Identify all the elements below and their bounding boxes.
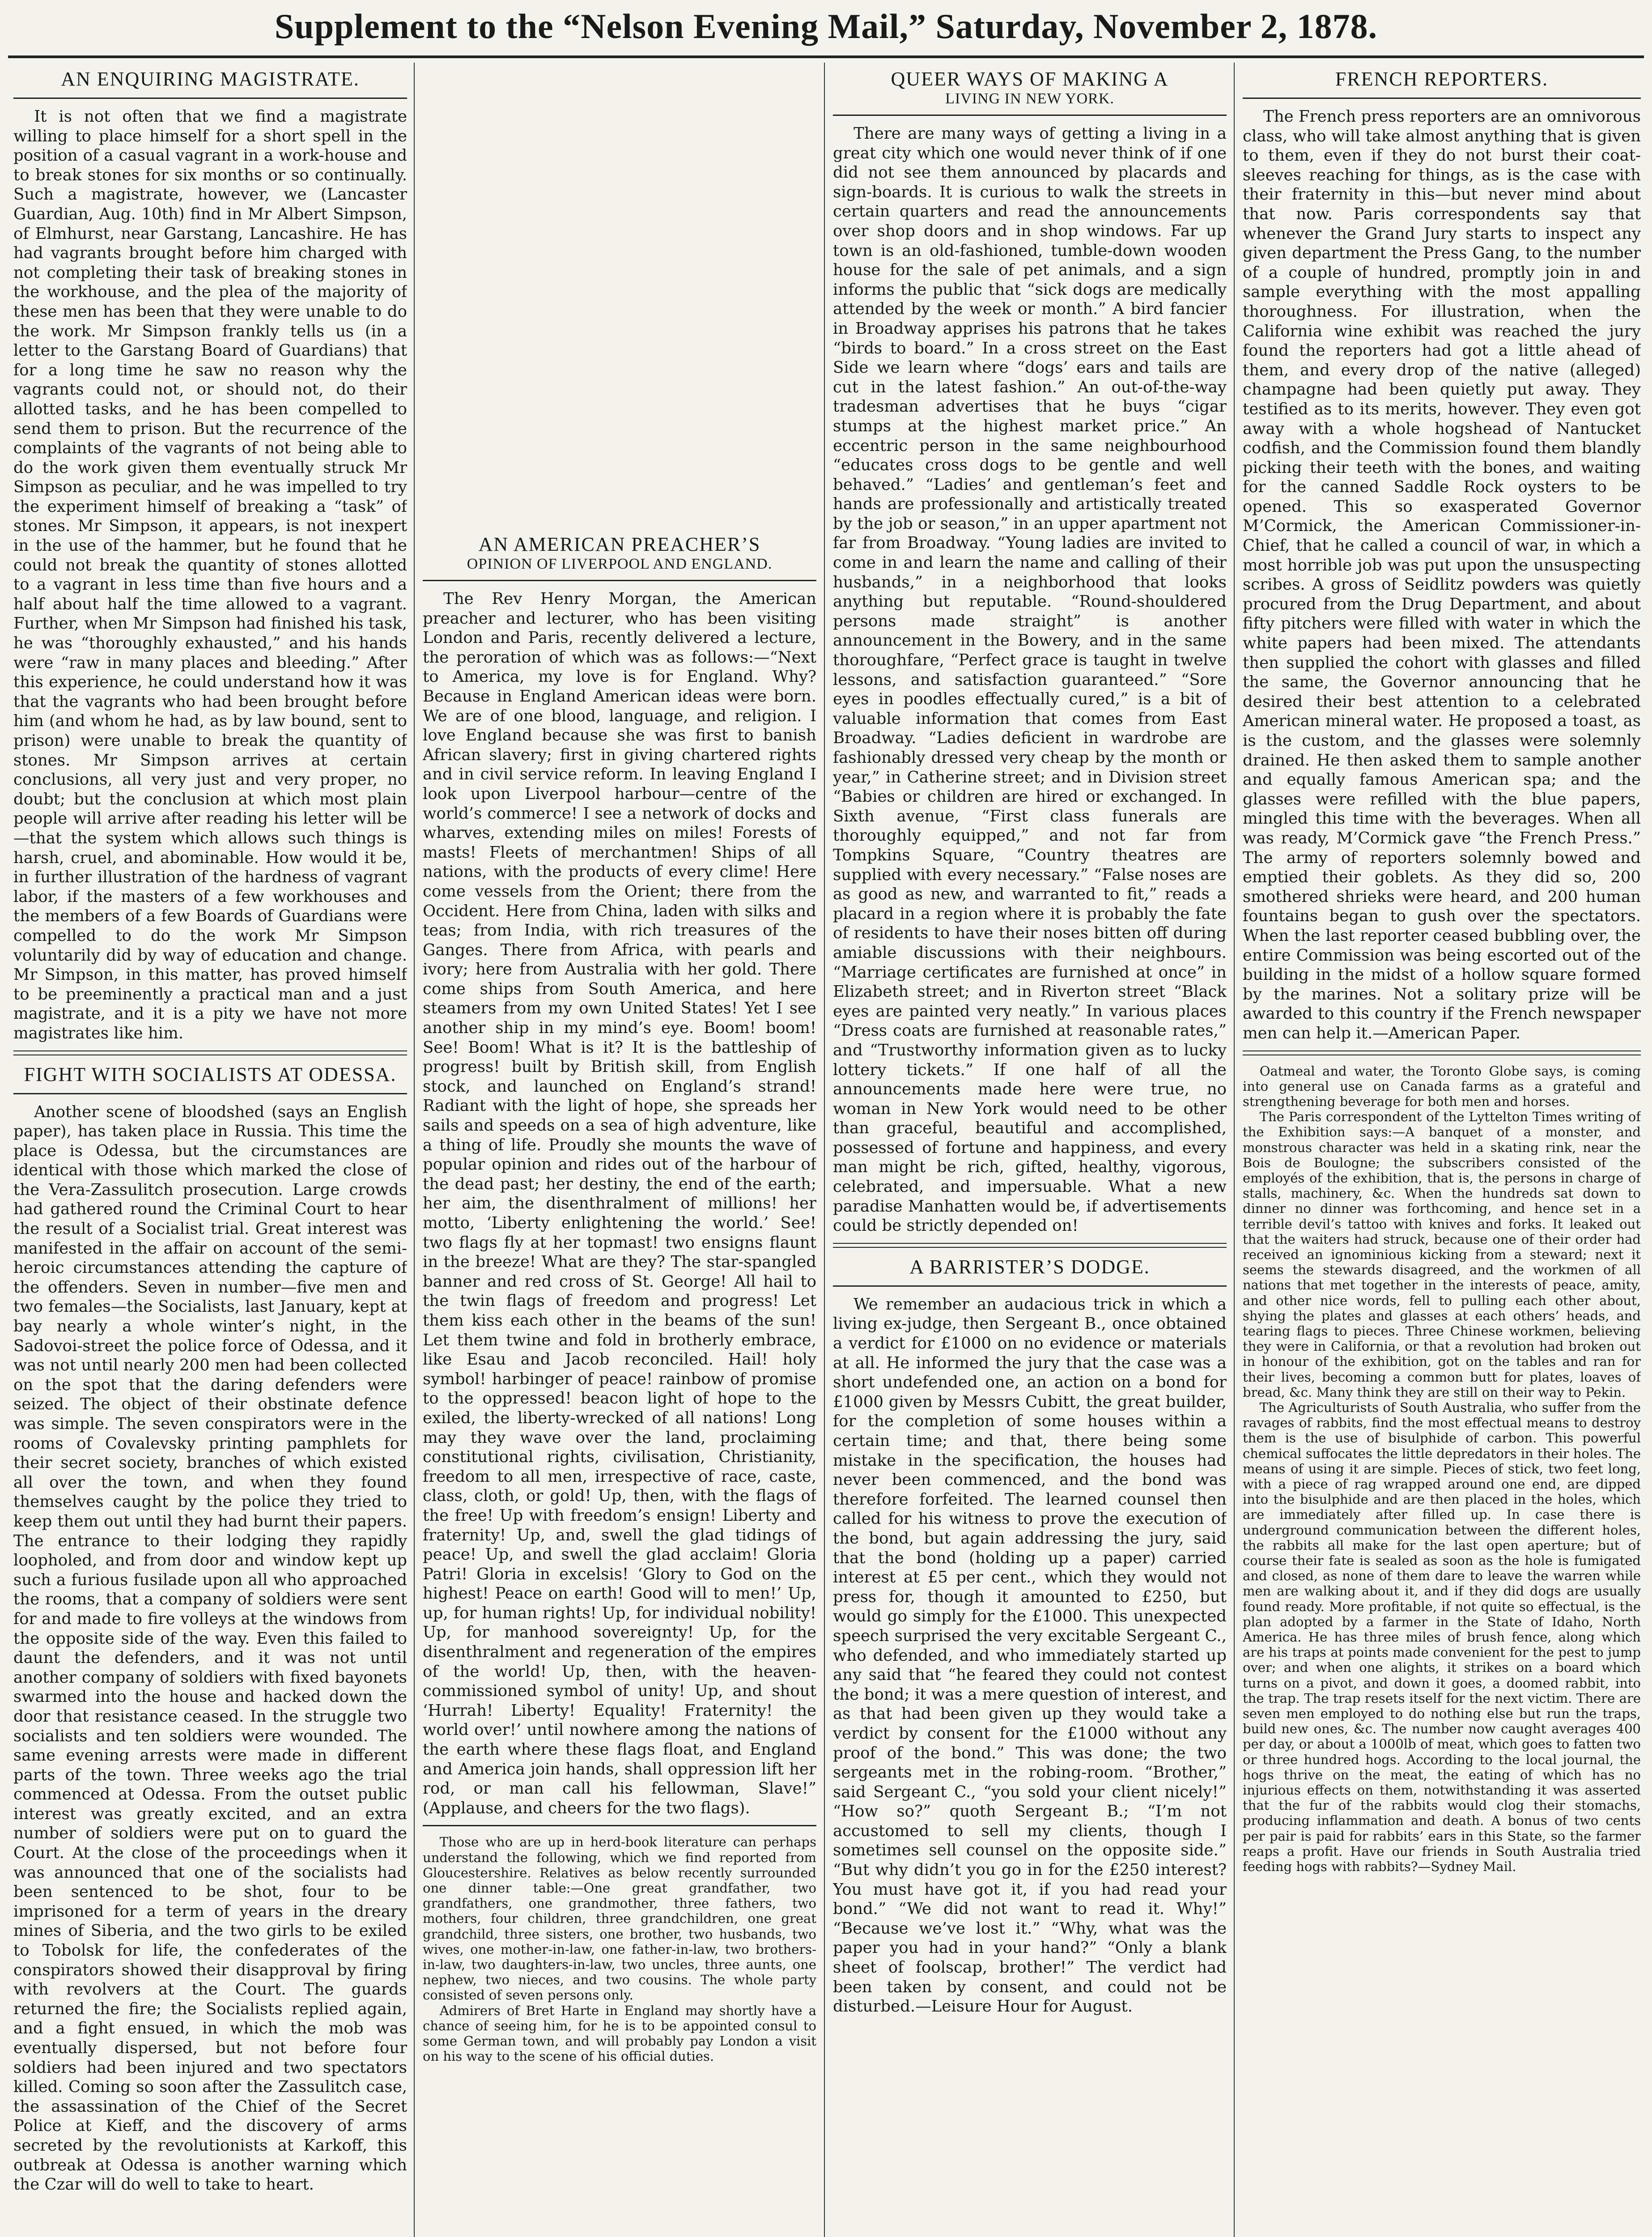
article-paragraph: The Paris correspondent of the Lyttelton Times writing of the Exhibition says:—A banquet of a monster, and monstrous character was held in a skating rink, near the Bois de Boulogne; the subscribers consisted of the employés of the exhibition, that is, the persons in charge of stalls, machinery, &c. When the hundreds sat down to dinner no dinner was forthcoming, and hence set in a terrible devil’s tattoo with knives and forks. It leaked out that the waiters had struck, because one of their order had received an ignominious kicking from a steward; next it seems the stewards disagreed, and the workmen of all nations that met together in the interests of peace, amity, and other nice words, fell to pulling each other about, shying the plates and glasses at each others’ heads, and tearing flags to pieces. Three Chinese workmen, believing they were in California, or that a revolution had broken out in honour of the exhibition, got on the tables and ran for their lives, becoming a common butt for plates, loaves of bread, &c. Many think they are still on their way to Pekin. xyxy=(1243,1109,1641,1400)
divider xyxy=(13,1093,407,1094)
column-2 xyxy=(423,63,816,2237)
divider xyxy=(833,1243,1227,1248)
article-title xyxy=(423,533,816,573)
article-title: A BARRISTER’S DODGE. xyxy=(909,1255,1150,1278)
article-title: AN ENQUIRING MAGISTRATE. xyxy=(61,68,360,90)
column-4 xyxy=(1243,63,1641,2237)
column-rule xyxy=(1234,63,1235,2237)
short-notes xyxy=(423,1834,816,2064)
article-paragraph: We remember an audacious trick in which a living ex-judge, then Sergeant B., once obtained a verdict for £1000 on no evidence or materials at all. He informed the jury that the case was a short undefended one, an action on a bond for £1000 given by Messrs Cubitt, the great builder, for the completion of some houses within a certain time; and that, there being some mistake in the specification, the houses had never been commenced, and the bond was therefore forfeited. The learned counsel then called for his witness to prove the execution of the bond, but again addressing the jury, said that the bond (holding up a paper) carried interest at £5 per cent., which they would not press for, though it amounted to £250, but would go simply for the £1000. This unexpected speech surprised the very excitable Sergeant C., who defended, and who immediately started up any said that “he feared they could not contest the bond; it was a mere question of interest, and as that had been given up they would take a verdict by consent for the £1000 without any proof of the bond.” This was done; the two sergeants met in the robing-room. “Brother,” said Sergeant C., “you sold your client nicely!” “How so?” quoth Sergeant B.; “I’m not accustomed to sell my clients, though I sometimes sell counsel on the opposite side.” “But why didn’t you go in for the £250 interest? You must have got it, if you had read your bond.” “We did not want to read it. Why!” “Because we’ve lost it.” “Why, what was the paper you had in your hand?” “Only a blank sheet of foolscap, brother!” The verdict had been taken by consent, and could not be disturbed.—Leisure Hour for August. xyxy=(833,1295,1227,2016)
masthead-rule xyxy=(8,55,1644,58)
article-paragraph: Oatmeal and water, the Toronto Globe says, is coming into general use on Canada farms as a grateful and strengthening beverage for both men and horses. xyxy=(1243,1063,1641,1109)
article-title: FIGHT WITH SOCIALISTS AT ODESSA. xyxy=(24,1063,397,1085)
article-paragraph: Admirers of Bret Harte in England may shortly have a chance of seeing him, for he is to be appointed consul to some German town, and will probably pay London a visit on his way to the scene of his official duties. xyxy=(423,2003,816,2064)
divider xyxy=(1243,1050,1641,1055)
article-paragraph: The French press reporters are an omnivorous class, who will take almost anything that is given to them, even if they do not burst their coat-sleeves reaching for things, as is the case with their fraternity in this—but never mind about that now. Paris correspondents say that whenever the Grand Jury starts to inspect any given department the Press Gang, to the number of a couple of hundred, promptly join in and sample everything with the most appalling thoroughness. For illustration, when the California wine exhibit was reached the jury found the reporters had got a little ahead of them, and every drop of the native (alleged) champagne had been quietly put away. They testified as to its merits, however. They even got away with a whole hogshead of Nantucket codfish, and the Commission found them blandly picking their teeth with the bones, and waiting for the canned Saddle Rock oysters to be opened. This so exasperated Governor M’Cormick, the American Commissioner-in-Chief, that he called a council of war, in which a most horrible job was put upon the unsuspecting scribes. A gross of Seidlitz powders was quietly procured from the Drug Department, and about fifty pitchers were filled with water in which the white papers had been mixed. The attendants then supplied the cohort with glasses and filled the same, the Governor announcing that he desired their best attention to a celebrated American mineral water. He proposed a toast, as is the custom, and the glasses were solemnly drained. He then asked them to sample another and equally famous American spa; and the glasses were refilled with the blue papers, mingled this time with the beverages. When all was ready, M’Cormick gave “the French Press.” The army of reporters solemnly bowed and emptied their goblets. As they did so, 200 smothered shrieks were heard, and 200 human fountains began to gush over the spectators. When the last reporter ceased bubbling over, the entire Commission was being escorted out of the building in the midst of a hollow square formed by the marines. Not a solitary prize will be awarded to this country if the French newspaper men can help it.—American Paper. xyxy=(1243,107,1641,1042)
article-paragraph: The Rev Henry Morgan, the American preacher and lecturer, who has been visiting London and Paris, recently delivered a lecture, the peroration of which was as follows:—“Next to America, my love is for England. Why? Because in England American ideas were born. We are of one blood, language, and religion. I love England because she was first to banish African slavery; first in giving chartered rights and in civil service reform. In leaving England I look upon Liverpool harbour—centre of the world’s commerce! I see a network of docks and wharves, extending miles on miles! Forests of masts! Fleets of merchantmen! Ships of all nations, with the products of every clime! Here come vessels from the Orient; there from the Occident. Here from China, laden with silks and teas; from India, with rich treasures of the Ganges. There from Africa, with pearls and ivory; here from Australia with her gold. There come ships from South America, and here steamers from my own United States! Yet I see another ship in my mind’s eye. Boom! boom! See! Boom! What is it? It is the battleship of progress! built by British skill, from English stock, and launched on England’s strand! Radiant with the light of hope, she spreads her sails and speeds on a sea of high adventure, like a thing of life. Proudly she mounts the wave of popular opinion and rides out of the harbour of the dead past; her destiny, the end of the earth; her aim, the disenthralment of millions! her motto, ‘Liberty enlightening the world.’ See! two flags fly at her topmast! two ensigns flaunt in the breeze! What are they? The star-spangled banner and red cross of St. George! All hail to the twin flags of freedom and progress! Let them kiss each other in the beams of the sun! Let them twine and fold in brotherly embrace, like Esau and Jacob reconciled. Hail! holy symbol! harbinger of peace! rainbow of promise to the oppressed! beacon light of hope to the exiled, the liberty-wrecked of all nations! Long may they wave over the land, proclaiming constitutional rights, civilisation, Christianity, freedom to all men, irrespective of race, caste, class, cloth, or gold! Up, then, with the flags of the free! Up with freedom’s ensign! Liberty and fraternity! Up, and, swell the glad tidings of peace! Up, and swell the glad acclaim! Gloria Patri! Gloria in excelsis! ‘Glory to God on the highest! Peace on earth! Good will to men!’ Up, up, for human rights! Up, for individual nobility! Up, for manhood sovereignty! Up, for the disenthralment and regeneration of the empires of the world! Up, then, with the heaven-commissioned symbol of unity! Up, and shout ‘Hurrah! Liberty! Equality! Fraternity! the world over!’ until nowhere among the nations of the earth where these flags float, and England and America join hands, shall oppression lift her rod, or man call his fellowman, Slave!” (Applause, and cheers for the two flags). xyxy=(423,590,816,1817)
article-subtitle: LIVING IN NEW YORK. xyxy=(945,90,1114,107)
column-1 xyxy=(13,63,407,2237)
short-notes xyxy=(1243,1063,1641,1875)
article-paragraph: Another scene of bloodshed (says an English paper), has taken place in Russia. This time the place is Odessa, but the circumstances are identical with those which marked the close of the Vera-Zassulitch prosecution. Large crowds had gathered round the Criminal Court to hear the result of a Socialist trial. Great interest was manifested in the affair on account of the semi-heroic circumstances attending the capture of the offenders. Seven in number—five men and two females—the Socialists, last January, kept at bay nearly a whole winter’s night, in the Sadovoi-street the police force of Odessa, and it was not until nearly 200 men had been collected on the spot that the daring defenders were seized. The object of their obstinate defence was simple. The seven conspirators were in the rooms of Covalevsky printing pamphlets for their secret society, branches of which existed all over the town, and when they found themselves caught by the police they tried to keep them out until they had burnt their papers. The entrance to their lodging they rapidly loopholed, and from door and window kept up such a furious fusilade upon all who approached the rooms, that a company of soldiers were sent for and made to fire volleys at the windows from the opposite side of the way. Even this failed to daunt the defenders, and it was not until another company of soldiers with fixed bayonets swarmed into the house and hacked down the door that resistance ceased. In the struggle two socialists and ten soldiers were wounded. The same evening arrests were made in different parts of the town. Three weeks ago the trial commenced at Odessa. From the outset public interest was greatly excited, and an extra number of soldiers were put on to guard the Court. At the close of the proceedings when it was announced that one of the socialists had been sentenced to be shot, four to be imprisoned for a term of years in the dreary mines of Siberia, and the two girls to be exiled to Tobolsk for life, the confederates of the conspirators showed their disapproval by firing with revolvers at the Court. The guards returned the fire; the Socialists replied again, and a fight ensued, in which the mob was eventually dispersed, but not before four soldiers had been injured and two spectators killed. Coming so soon after the Zassulitch case, the assassination of the Chief of the Secret Police at Kieff, and the discovery of arms secreted by the revolutionists at Karkoff, this outbreak at Odessa is another warning which the Czar will do well to take to heart. xyxy=(13,1102,407,2194)
article-title xyxy=(833,68,1227,107)
column-3 xyxy=(833,63,1227,2237)
article-paragraph: Those who are up in herd-book literature can perhaps understand the following, which we find reported from Gloucestershire. Relatives as below recently surrounded one dinner table:—One great grandfather, two grandfathers, one grandmother, three fathers, two mothers, four children, three grandchildren, one great grandchild, three sisters, one brother, two husbands, two wives, one mother-in-law, one father-in-law, two brothers-in-law, two daughters-in-law, two uncles, three aunts, one nephew, two nieces, and two cousins. The whole party consisted of seven persons only. xyxy=(423,1834,816,2003)
divider xyxy=(423,580,816,581)
article-subtitle: OPINION OF LIVERPOOL AND ENGLAND. xyxy=(467,556,773,572)
article-title-text: QUEER WAYS OF MAKING A xyxy=(891,68,1169,90)
divider xyxy=(13,1050,407,1055)
divider xyxy=(1243,98,1641,99)
divider xyxy=(423,1825,816,1826)
divider xyxy=(13,98,407,99)
column-rule xyxy=(414,63,415,2237)
article-paragraph: The Agriculturists of South Australia, who suffer from the ravages of rabbits, find the most effectual means to destroy them is the use of bisulphide of carbon. This powerful chemical suffocates the little depredators in their holes. The means of using it are simple. Pieces of stick, two feet long, with a piece of rag wrapped around one end, are dipped into the bisulphide and are then placed in the holes, which are immediately after filled up. In case there is underground communication between the different holes, the rabbits all make for the last open aperture; but of course their fate is sealed as soon as the hole is fumigated and closed, as none of them dare to leave the warren while men are walking about it, and if they did dogs are usually found ready. More profitable, if not quite so effectual, is the plan adopted by a farmer in the State of Idaho, North America. He has three miles of brush fence, along which are his traps at points made convenient for the pest to jump over; and when one alights, it strikes on a board which turns on a pivot, and down it goes, a doomed rabbit, into the trap. The trap resets itself for the next victim. There are seven men employed to do nothing else but run the traps, build new ones, &c. The number now caught averages 400 per day, or about a 1000lb of meat, which goes to fatten two or three hundred hogs. According to the local journal, the hogs thrive on the meat, the eating of which has no injurious effects on them, notwithstanding it was asserted that the fur of the rabbits would clog their stomachs, producing inflammation and death. A bonus of two cents per pair is paid for rabbits’ ears in this State, so the farmer reaps a profit. Have our friends in South Australia tried feeding hogs with rabbits?—Sydney Mail. xyxy=(1243,1399,1641,1875)
article-title: FRENCH REPORTERS. xyxy=(1335,68,1549,90)
article-paragraph: It is not often that we find a magistrate willing to place himself for a short spell in the position of a casual vagrant in a work-house and to break stones for six months or so continually. Such a magistrate, however, we (Lancaster Guardian, Aug. 10th) find in Mr Albert Simpson, of Elmhurst, near Garstang, Lancashire. He has had vagrants brought before him charged with not completing their task of breaking stones in the workhouse, and the plea of the majority of these men has been that they were unable to do the work. Mr Simpson frankly tells us (in a letter to the Garstang Board of Guardians) that for a long time he saw no reason why the vagrants could not, or should not, do their allotted tasks, and he has been compelled to send them to prison. But the recurrence of the complaints of the vagrants of not being able to do the work given them eventually struck Mr Simpson as peculiar, and he was impelled to try the experiment himself of breaking a “task” of stones. Mr Simpson, it appears, is not inexpert in the use of the hammer, but he found that he could not break the quantity of stones allotted to a vagrant in less time than five hours and a half about half the time allowed to a vagrant. Further, when Mr Simpson had finished his task, he was “thoroughly exhausted,” and his hands were “raw in many places and bleeding.” After this experience, he could understand how it was that the vagrants who had been brought before him (and whom he had, as by law bound, sent to prison) were unable to break the quantity of stones. Mr Simpson arrives at certain conclusions, all very just and very proper, no doubt; but the conclusion at which most plain people will arrive after reading his letter will be—that the system which allows such things is harsh, cruel, and abominable. How would it be, in further illustration of the hardness of vagrant labor, if the masters of a few workhouses and the members of a few Boards of Guardians were compelled to do the work Mr Simpson voluntarily did by way of education and change. Mr Simpson, in this matter, has proved himself to be preeminently a practical man and a just magistrate, and it is a pity we have not more magistrates like him. xyxy=(13,107,407,1042)
masthead: Supplement to the “Nelson Evening Mail,” Saturday, November 2, 1878. xyxy=(274,7,1378,46)
column-rule xyxy=(824,63,825,2237)
divider xyxy=(833,115,1227,116)
divider xyxy=(833,1285,1227,1287)
article-title-text: AN AMERICAN PREACHER’S xyxy=(478,533,761,555)
article-paragraph: There are many ways of getting a living in a great city which one would never think of if one did not see them announced by placards and sign-boards. It is curious to walk the streets in certain quarters and read the announcements over shop doors and in shop windows. Far up town is an old-fashioned, tumble-down wooden house for the sale of pet animals, and a sign informs the public that “sick dogs are medically attended by the week or month.” A bird fancier in Broadway apprises his patrons that he takes “birds to board.” In a cross street on the East Side we learn where “dogs’ ears and tails are cut in the latest fashion.” An out-of-the-way tradesman advertises that he buys “cigar stumps at the highest market price.” An eccentric person in the same neighbourhood “educates cross dogs to be gentle and well behaved.” “Ladies’ and gentleman’s feet and hands are professionally and artistically treated by the job or season,” in an upper apartment not far from Broadway. “Young ladies are invited to come in and learn the name and calling of their husbands,” in a neighborhood that looks anything but reputable. “Round-shouldered persons made straight” is another announcement in the Bowery, and in the same thoroughfare, “Perfect grace is taught in twelve lessons, and satisfaction guaranteed.” “Sore eyes in poodles effectually cured,” is a bit of valuable information that comes from East Broadway. “Ladies deficient in wardrobe are fashionably dressed very cheap by the month or year,” in Catherine street; and in Division street “Babies or children are hired or exchanged. In Sixth avenue, “First class funerals are thoroughly equipped,” and not far from Tompkins Square, “Country theatres are supplied with every necessary.” “False noses are as good as new, and warranted to fit,” reads a placard in a region where it is probably the fate of residents to have their noses bitten off during amiable discussions with their neighbours. “Marriage certificates are furnished at once” in Elizabeth street; and in Riverton street “Black eyes are painted very neatly.” In various places “Dress coats are furnished at reasonable rates,” and “Trustworthy information given as to lucky lottery tickets.” If one half of all the announcements made here were true, no woman in New York would need to be other than graceful, beautiful and accomplished, possessed of fortune and happiness, and every man might be rich, gifted, healthy, vigorous, celebrated, and impersuable. What a new paradise Manhatten would be, if advertisements could be strictly depended on! xyxy=(833,124,1227,1235)
